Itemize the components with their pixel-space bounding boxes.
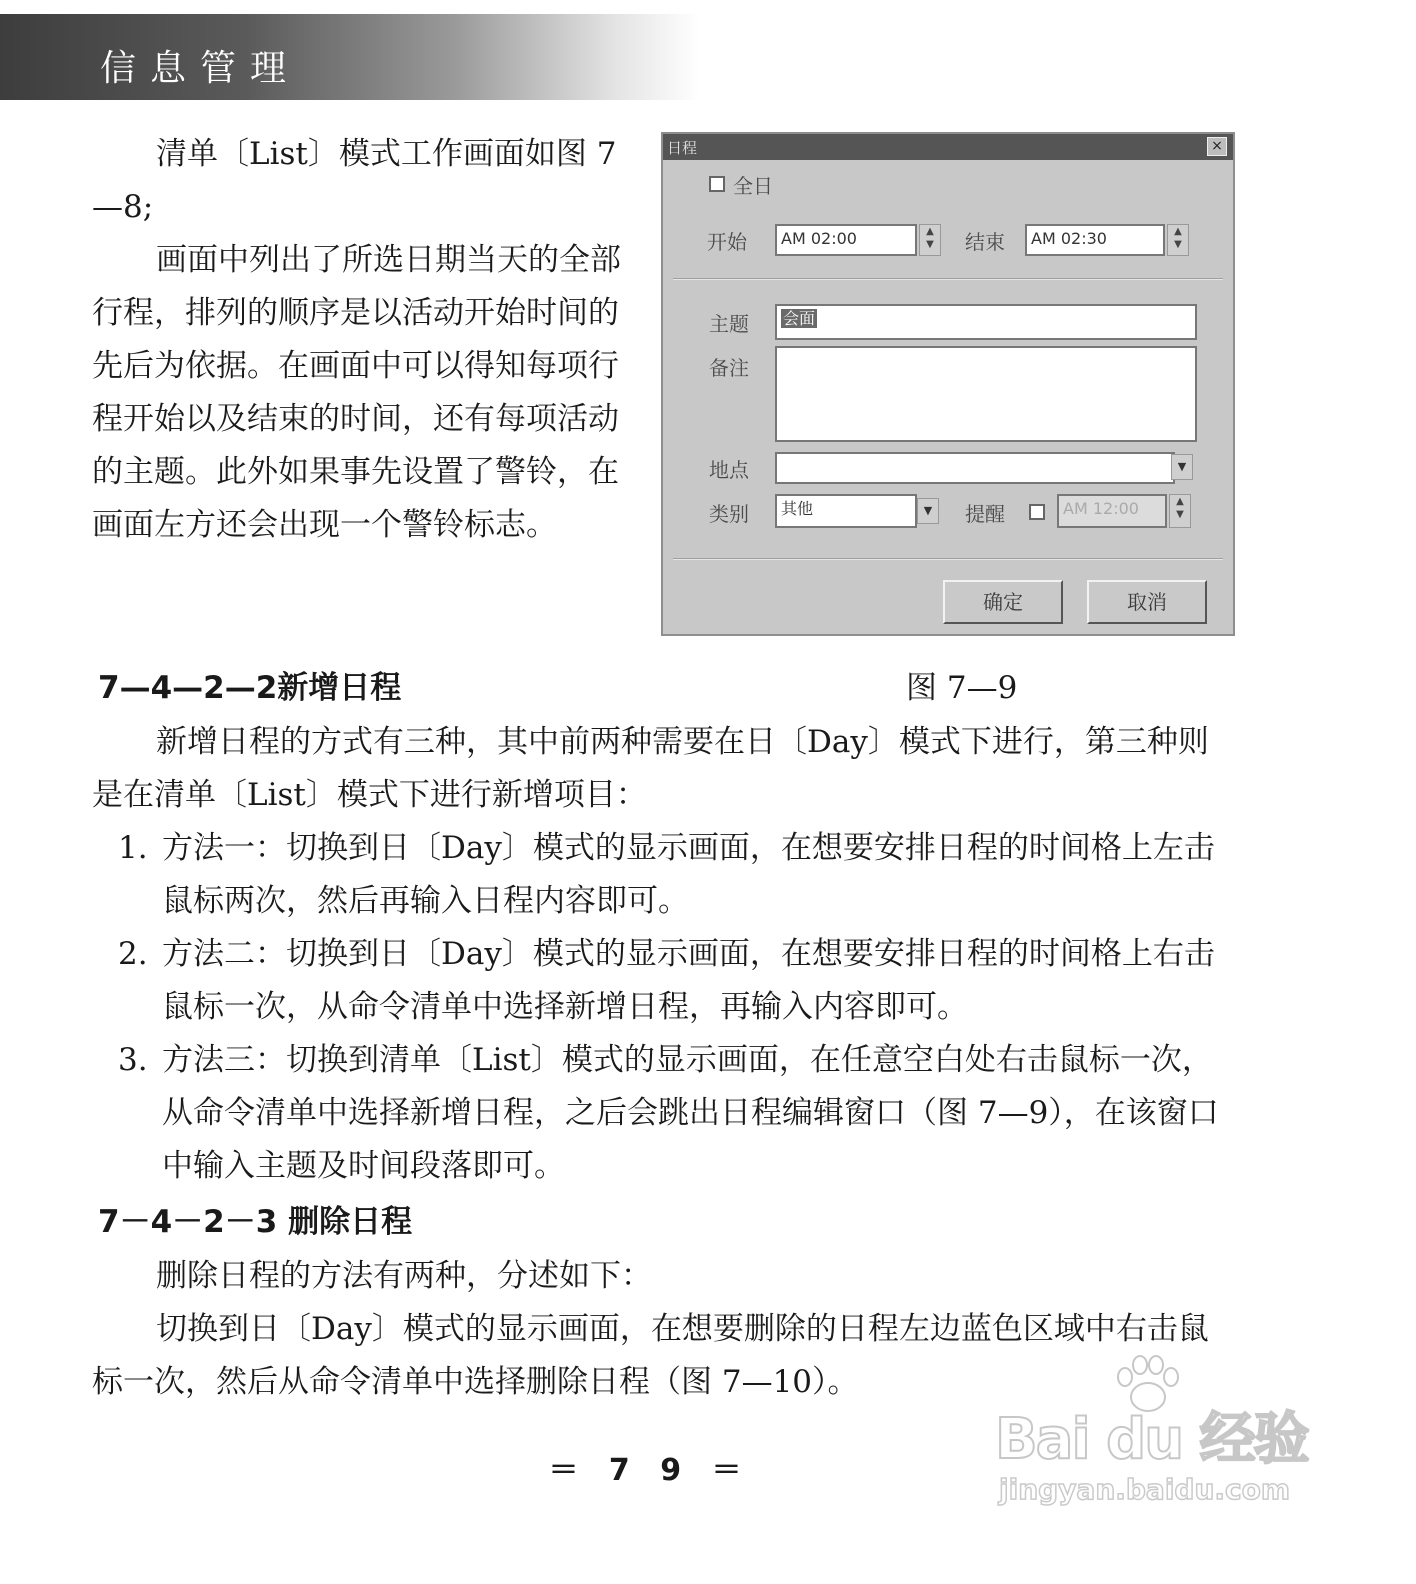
start-time-field[interactable]: AM 02:00 (775, 224, 917, 256)
chapter-title: 信息管理 (100, 48, 301, 89)
list-item (92, 928, 1237, 1034)
list-item-text: 方法一：切换到日〔Day〕模式的显示画面，在想要安排日程的时间格上左击鼠标两次，然后再输入日程内容即可。 (162, 830, 1215, 919)
intro-paragraph-1: 清单〔List〕模式工作画面如图 7—8; (92, 136, 617, 225)
header-band (0, 14, 700, 100)
intro-paragraph-2: 画面中列出了所选日期当天的全部行程，排列的顺序是以活动开始时间的先后为依据。在画面中可以得知每项行程开始以及结束的时间，还有每项活动的主题。此外如果事先设置了警铃，在画面左方还会出现一个警铃标志。 (92, 242, 621, 543)
watermark-logo: Bai du 经验 (995, 1407, 1308, 1472)
notes-label: 备注 (709, 356, 749, 380)
category-label: 类别 (709, 502, 749, 526)
end-time-spinner[interactable]: ▲ ▼ (1167, 224, 1189, 256)
subject-value: 会面 (783, 309, 816, 328)
section-delete-paragraph-2: 切换到日〔Day〕模式的显示画面，在想要删除的日程左边蓝色区域中右击鼠标一次，然后从命令清单中选择删除日程（图 7—10）。 (92, 1311, 1209, 1400)
end-time-field[interactable]: AM 02:30 (1025, 224, 1165, 256)
subject-field[interactable] (775, 304, 1197, 340)
all-day-label: 全日 (733, 174, 773, 198)
list-item-number: 3. (118, 1042, 148, 1078)
subject-label: 主题 (709, 312, 749, 336)
watermark (995, 1355, 1325, 1515)
category-dropdown-icon[interactable]: ▼ (917, 498, 939, 524)
notes-textarea[interactable] (775, 346, 1197, 442)
list-item-number: 2. (118, 936, 148, 972)
reminder-time-spinner[interactable]: ▲ ▼ (1169, 494, 1191, 528)
reminder-checkbox[interactable] (1029, 504, 1045, 520)
category-select[interactable]: 其他 (775, 494, 917, 528)
section-add-body (92, 716, 1237, 1193)
list-item-text: 方法三：切换到清单〔List〕模式的显示画面，在任意空白处右击鼠标一次，从命令清单中选择新增日程，之后会跳出日程编辑窗口（图 7—9），在该窗口中输入主题及时间段落即可。 (162, 1042, 1219, 1184)
dialog-titlebar (663, 134, 1233, 160)
cancel-button[interactable]: 取消 (1087, 580, 1207, 624)
location-dropdown-icon[interactable]: ▼ (1171, 454, 1193, 480)
close-icon[interactable]: × (1207, 137, 1227, 156)
list-item-text: 方法二：切换到日〔Day〕模式的显示画面，在想要安排日程的时间格上右击鼠标一次，从命令清单中选择新增日程，再输入内容即可。 (162, 936, 1215, 1025)
reminder-time-field[interactable]: AM 12:00 (1057, 494, 1167, 528)
start-label: 开始 (707, 230, 747, 254)
page-number: ＝ 7 9 ＝ (548, 1453, 752, 1488)
list-item (92, 822, 1237, 928)
intro-text (92, 128, 622, 552)
location-field[interactable] (775, 452, 1175, 484)
location-label: 地点 (709, 458, 749, 482)
section-heading-delete: 7－4－2－3 删除日程 (98, 1204, 413, 1240)
end-label: 结束 (965, 230, 1005, 254)
schedule-dialog (661, 132, 1235, 636)
list-item-number: 1. (118, 830, 148, 866)
list-item (92, 1034, 1237, 1193)
dialog-title: 日程 (667, 139, 698, 157)
start-time-spinner[interactable]: ▲ ▼ (919, 224, 941, 256)
section-add-intro: 新增日程的方式有三种，其中前两种需要在日〔Day〕模式下进行，第三种则是在清单〔List〕模式下进行新增项目： (92, 724, 1209, 813)
dialog-divider-2 (673, 558, 1223, 560)
all-day-checkbox[interactable] (709, 176, 725, 192)
watermark-url: jingyan.baidu.com (999, 1473, 1291, 1506)
section-heading-add: 7—4—2—2新增日程 (98, 670, 402, 706)
figure-caption: 图 7—9 (906, 670, 1018, 706)
section-delete-paragraph-1: 删除日程的方法有两种，分述如下： (156, 1258, 652, 1294)
ok-button[interactable]: 确定 (943, 580, 1063, 624)
dialog-divider-1 (673, 278, 1223, 280)
reminder-label: 提醒 (965, 502, 1005, 526)
